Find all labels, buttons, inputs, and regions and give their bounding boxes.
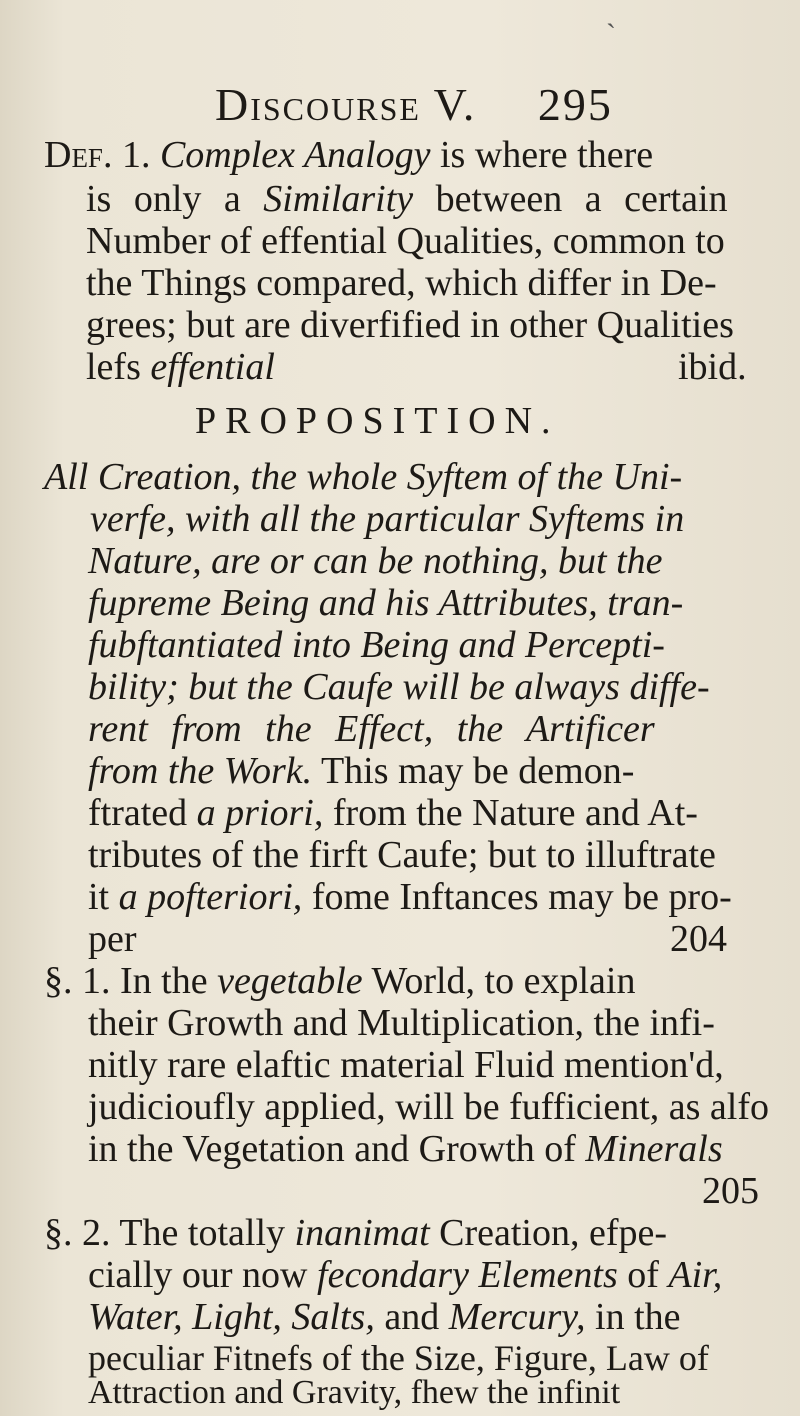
text-run: fupreme Being and his Attributes, tran- <box>88 582 684 624</box>
text-run: Nature, are or can be nothing, but the <box>88 540 663 582</box>
section-2-line-4: peculiar Fitnefs of the Size, Figure, Law of <box>88 1338 709 1378</box>
text-run: World, to explain <box>371 960 636 1002</box>
text-run: cially our now <box>88 1254 308 1296</box>
section-2-line-5: Attraction and Gravity, fhew the infinit <box>88 1374 621 1411</box>
section-2-label: §. 2. <box>44 1212 111 1254</box>
text-run: This may be demon- <box>320 750 635 792</box>
proposition-line-4 <box>88 584 683 622</box>
section-1-line-4: judicioufly applied, will be fufficient, as alfo <box>88 1086 769 1128</box>
text-run: vegetable <box>217 960 363 1002</box>
proposition-line-12: per <box>88 918 137 960</box>
proposition-line-7 <box>88 710 655 748</box>
text-run: from the Nature and At- <box>332 792 698 834</box>
section-1-line-2: their Growth and Multiplication, the infi- <box>88 1002 715 1044</box>
blemish: ˋ <box>606 18 616 51</box>
text-run: Creation, efpe- <box>439 1212 668 1254</box>
section-2-line-3 <box>88 1298 681 1336</box>
text-run: fecondary Elements <box>317 1254 618 1296</box>
text-run: effential <box>150 346 275 388</box>
text-run: in the <box>595 1296 681 1338</box>
text-run: is only a <box>86 178 241 220</box>
text-run: in the Vegetation and Growth of <box>88 1128 576 1170</box>
text-run: a priori, <box>196 792 324 834</box>
proposition-line-10: tributes of the firft Caufe; but to illuftrate <box>88 834 716 876</box>
text-run: between a certain <box>435 178 728 220</box>
page-number: 295 <box>537 79 613 130</box>
proposition-line-8 <box>88 752 634 790</box>
text-run: bility; but the Caufe will be always diffe- <box>88 666 710 708</box>
text-run: Water, Light, Salts, <box>88 1296 375 1338</box>
text-run: In the <box>120 960 208 1002</box>
definition-line-2 <box>86 180 728 218</box>
proposition-line-5 <box>88 626 665 664</box>
definition-line-3: Number of effential Qualities, common to <box>86 220 725 262</box>
section-2-line-2 <box>88 1256 722 1294</box>
text-run: Mercury, <box>448 1296 586 1338</box>
proposition-reference: 204 <box>670 918 727 960</box>
proposition-line-3 <box>88 542 663 580</box>
text-run: fubftantiated into Being and Percepti- <box>88 624 665 666</box>
text-run: rent from the Effect, the Artificer <box>88 708 655 750</box>
text-run: Air, <box>668 1254 723 1296</box>
definition-reference: ibid. <box>678 346 747 388</box>
text-run: from the Work. <box>88 750 313 792</box>
definition-line-1 <box>44 136 653 174</box>
section-2-line-1 <box>44 1214 667 1252</box>
text-run: inanimat <box>294 1212 430 1254</box>
text-run: All Creation, the whole Syftem of the Uni- <box>44 456 683 498</box>
proposition-line-1 <box>44 458 682 496</box>
definition-term: Complex Analogy <box>159 134 431 176</box>
text-run: ftrated <box>88 792 188 834</box>
definition-label: Def. 1. <box>44 134 151 176</box>
text-run: is where there <box>439 134 654 176</box>
proposition-line-11 <box>88 878 732 916</box>
section-1-line-3: nitly rare elaftic material Fluid mention'd, <box>88 1044 724 1086</box>
definition-line-5: grees; but are diverfified in other Qualities <box>86 304 734 346</box>
header-title: Discourse V. <box>215 79 477 130</box>
text-run: it <box>88 876 110 918</box>
section-1-line-1 <box>44 962 635 1000</box>
text-run: Minerals <box>585 1128 723 1170</box>
proposition-line-6 <box>88 668 710 706</box>
section-1-reference: 205 <box>702 1170 759 1212</box>
text-run: fome Inftances may be pro- <box>311 876 732 918</box>
proposition-line-2 <box>90 500 684 538</box>
definition-line-4: the Things compared, which differ in De- <box>86 262 717 304</box>
running-header <box>215 79 613 130</box>
section-1-line-5 <box>88 1130 723 1168</box>
text-run: The totally <box>119 1212 286 1254</box>
definition-line-6 <box>86 348 275 386</box>
text-run: Similarity <box>263 178 414 220</box>
proposition-line-9 <box>88 794 698 832</box>
text-run: a pofteriori, <box>118 876 303 918</box>
text-run: and <box>384 1296 440 1338</box>
proposition-heading: PROPOSITION. <box>195 400 560 442</box>
text-run: lefs <box>86 346 141 388</box>
text-run: of <box>627 1254 659 1296</box>
section-1-label: §. 1. <box>44 960 111 1002</box>
text-run: verfe, with all the particular Syftems in <box>90 498 685 540</box>
